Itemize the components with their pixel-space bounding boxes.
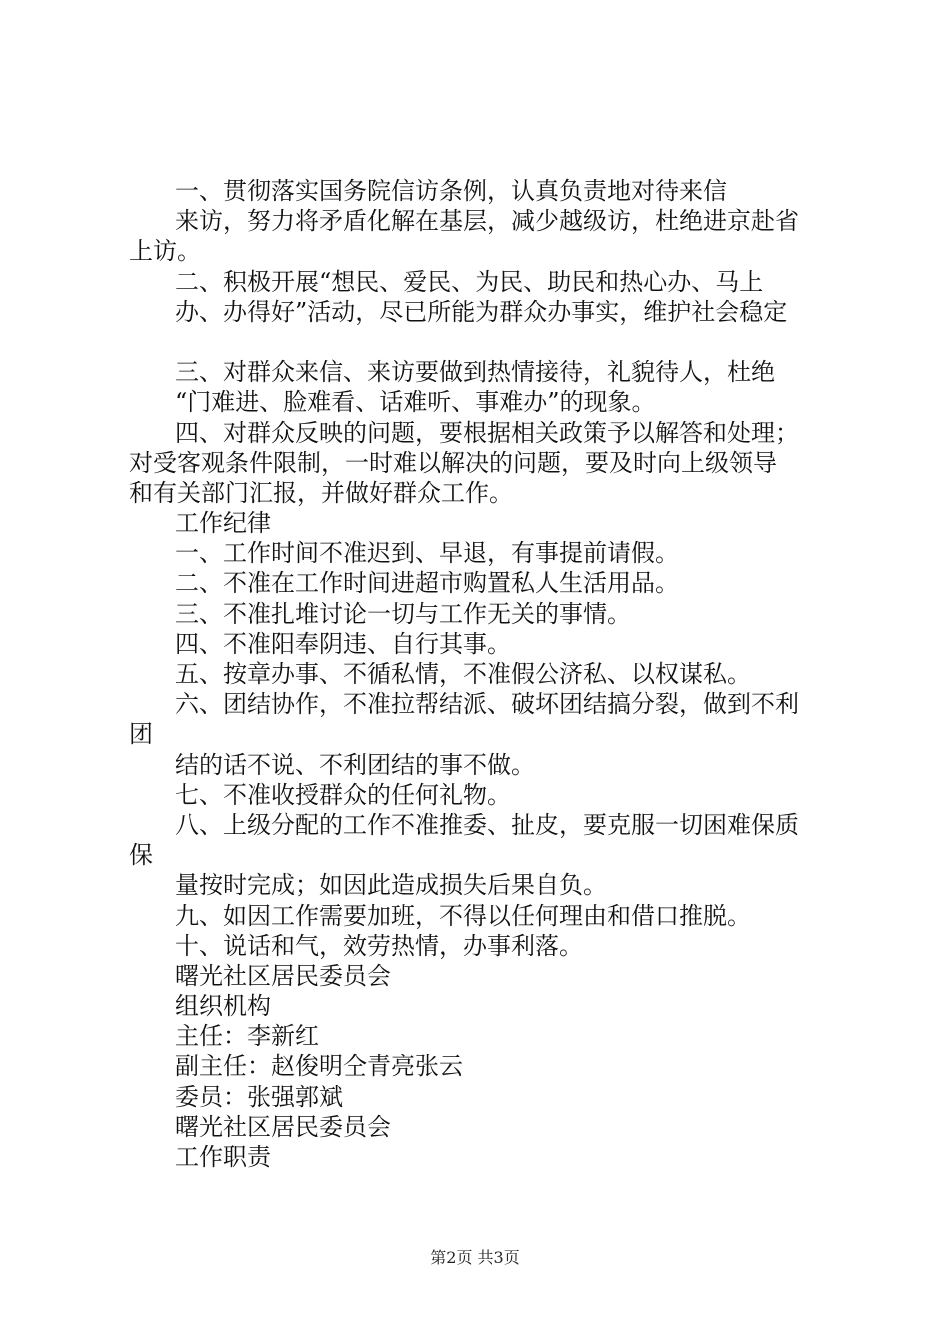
text-line: 保 xyxy=(129,841,153,870)
text-line: 副主任：赵俊明仝青亮张云 xyxy=(175,1052,463,1081)
text-line: 七、不准收授群众的任何礼物。 xyxy=(175,780,511,809)
section-heading: 工作纪律 xyxy=(175,509,271,538)
section-heading: 组织机构 xyxy=(175,992,271,1021)
text-line: 上访。 xyxy=(129,237,201,266)
text-line: 九、如因工作需要加班，不得以任何理由和借口推脱。 xyxy=(175,901,751,930)
text-line: 四、不准阳奉阴违、自行其事。 xyxy=(175,629,511,658)
text-line: “门难进、脸难看、话难听、事难办”的现象。 xyxy=(175,388,656,417)
text-line: 三、对群众来信、来访要做到热情接待，礼貌待人，杜绝 xyxy=(175,358,775,387)
text-line: 四、对群众反映的问题，要根据相关政策予以解答和处理； xyxy=(175,418,799,447)
body-text xyxy=(129,176,835,1172)
text-line: 三、不准扎堆讨论一切与工作无关的事情。 xyxy=(175,599,631,628)
text-line: 办、办得好”活动，尽已所能为群众办事实，维护社会稳定 xyxy=(175,297,788,326)
text-line: 对受客观条件限制，一时难以解决的问题，要及时向上级领导 xyxy=(129,448,777,477)
text-line: 一、贯彻落实国务院信访条例，认真负责地对待来信 xyxy=(175,177,727,205)
text-line: 六、团结协作，不准拉帮结派、破坏团结搞分裂，做到不利 xyxy=(175,690,799,719)
text-line: 委员：张强郭斌 xyxy=(175,1082,343,1111)
blank-line xyxy=(129,327,835,357)
text-line: 一、工作时间不准迟到、早退，有事提前请假。 xyxy=(175,539,679,568)
text-line: 十、说话和气，效劳热情，办事利落。 xyxy=(175,931,583,960)
text-line: 二、不准在工作时间进超市购置私人生活用品。 xyxy=(175,569,679,598)
text-line: 结的话不说、不利团结的事不做。 xyxy=(175,750,535,779)
section-heading: 工作职责 xyxy=(175,1143,271,1171)
text-line: 和有关部门汇报，并做好群众工作。 xyxy=(129,478,513,507)
text-line: 五、按章办事、不循私情，不准假公济私、以权谋私。 xyxy=(175,660,751,688)
text-line: 八、上级分配的工作不准推委、扯皮，要克服一切困难保质 xyxy=(175,810,799,839)
organization-name: 曙光社区居民委员会 xyxy=(175,961,391,990)
organization-name: 曙光社区居民委员会 xyxy=(175,1112,391,1141)
text-line: 量按时完成；如因此造成损失后果自负。 xyxy=(175,871,607,900)
text-line: 二、积极开展“想民、爱民、为民、助民和热心办、马上 xyxy=(175,267,764,296)
page-number-footer: 第2页 共3页 xyxy=(430,1248,520,1267)
text-line: 来访，努力将矛盾化解在基层，减少越级访，杜绝进京赴省 xyxy=(175,207,799,236)
text-line: 团 xyxy=(129,720,153,749)
text-line: 主任：李新红 xyxy=(175,1022,319,1051)
